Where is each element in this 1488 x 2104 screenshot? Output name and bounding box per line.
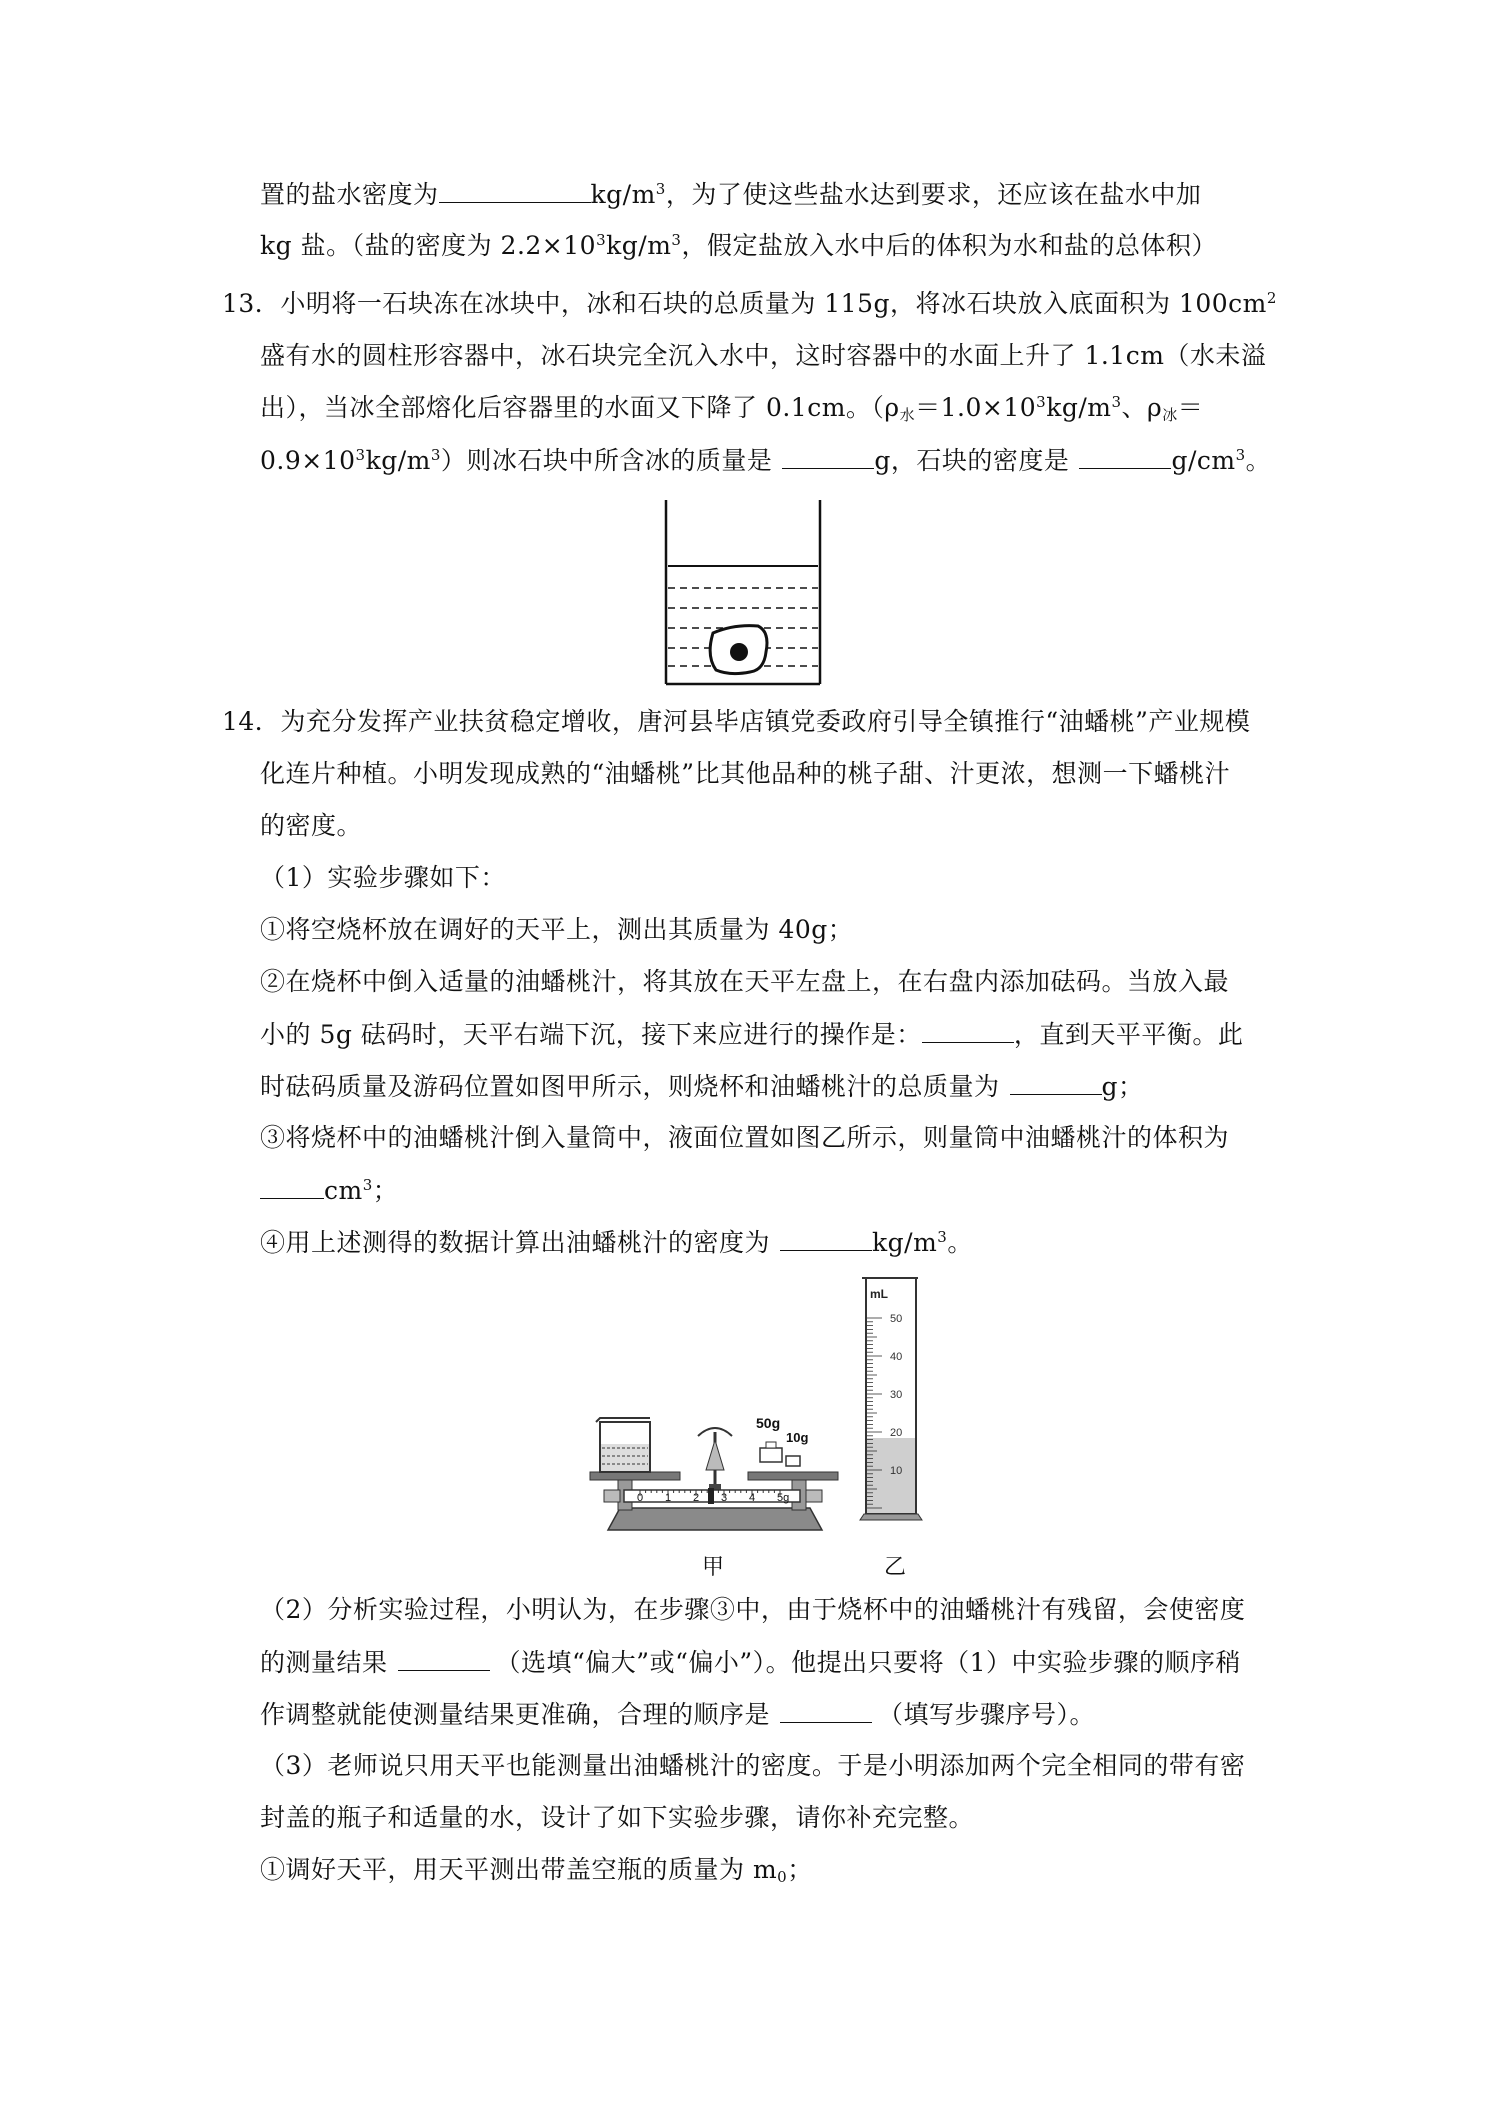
step-text: 。 [947, 1228, 973, 1257]
q14-step4 [260, 1226, 973, 1259]
step-text: ②在烧杯中倒入适量的油蟠桃汁，将其放在天平左盘上，在右盘内添加砝码。当放入最 [260, 967, 1230, 996]
q12-text: ，为了使这些盐水达到要求，还应该在盐水中加 [665, 180, 1202, 209]
figure-caption-yi: 乙 [884, 1555, 907, 1580]
q14-step2-line2 [260, 1018, 1243, 1051]
part3-text: ； [787, 1855, 813, 1884]
q13-text: g，石块的密度是 [874, 446, 1070, 475]
q14-part2-line1 [260, 1594, 1245, 1626]
superscript: 3 [671, 231, 682, 249]
step-text: ①将空烧杯放在调好的天平上，测出其质量为 40g； [260, 915, 854, 944]
step-text: ③将烧杯中的油蟠桃汁倒入量筒中，液面位置如图乙所示，则量筒中油蟠桃汁的体积为 [260, 1123, 1230, 1152]
q12-line-2 [260, 230, 1217, 262]
superscript: 3 [596, 231, 607, 249]
part-title: （1）实验步骤如下： [260, 863, 506, 892]
answer-blank[interactable] [780, 1226, 872, 1251]
q13-text: 盛有水的圆柱形容器中，冰石块完全沉入水中，这时容器中的水面上升了 1.1cm（水未溢 [260, 341, 1267, 370]
q13-line-3 [260, 392, 1203, 424]
unit-text: kg/m [365, 446, 431, 475]
q12-line-1 [260, 178, 1201, 211]
answer-blank[interactable] [1010, 1070, 1102, 1095]
measuring-cylinder-figure [858, 1272, 938, 1532]
q12-text: kg 盐。（盐的密度为 2.2×10 [260, 231, 597, 260]
cylinder-label: 20 [890, 1427, 903, 1439]
q14-text: 为充分发挥产业扶贫稳定增收，唐河县毕店镇党委政府引导全镇推行“油蟠桃”产业规模 [280, 707, 1251, 736]
superscript: 2 [1266, 289, 1277, 307]
step-text: 小的 5g 砝码时，天平右端下沉，接下来应进行的操作是： [260, 1020, 922, 1049]
figure-caption-jia: 甲 [702, 1555, 725, 1580]
part2-text: （2）分析实验过程，小明认为，在步骤③中，由于烧杯中的油蟠桃汁有残留，会使密度 [260, 1595, 1246, 1624]
part2-text: （填写步骤序号）。 [878, 1700, 1096, 1729]
step-text: ，直到天平平衡。此 [1013, 1020, 1244, 1049]
question-number: 14． [222, 707, 281, 736]
step-text: 时砝码质量及游码位置如图甲所示，则烧杯和油蟠桃汁的总质量为 [260, 1072, 1000, 1101]
q14-part1-title [260, 862, 506, 894]
q13-text: 、ρ [1121, 393, 1163, 422]
part2-text: 的测量结果 [260, 1648, 388, 1677]
q13-text: ＝ [1177, 393, 1204, 422]
q13-text: ＝1.0×10 [915, 393, 1037, 422]
unit-text: kg/m [606, 231, 672, 260]
scale-label: 0 [637, 1492, 644, 1504]
q14-text: 化连片种植。小明发现成熟的“油蟠桃”比其他品种的桃子甜、汁更浓，想测一下蟠桃汁 [260, 759, 1231, 788]
scale-label: 1 [665, 1492, 672, 1504]
superscript: 3 [355, 446, 366, 464]
unit-text: cm [324, 1176, 363, 1205]
answer-blank[interactable] [260, 1174, 324, 1199]
subscript: 0 [777, 1868, 788, 1886]
cylinder-label: 10 [890, 1465, 903, 1477]
superscript: 3 [362, 1176, 373, 1194]
q13-text: 出），当冰全部熔化后容器里的水面又下降了 0.1cm。（ρ [260, 393, 900, 422]
q14-part3-line1 [260, 1750, 1245, 1782]
q14-line-3 [260, 810, 362, 842]
answer-blank[interactable] [780, 1698, 872, 1723]
step-text: ； [372, 1176, 399, 1205]
part2-text: 作调整就能使测量结果更准确，合理的顺序是 [260, 1700, 771, 1729]
answer-blank[interactable] [922, 1018, 1014, 1043]
superscript: 3 [937, 1228, 948, 1246]
balance-figure [580, 1380, 850, 1550]
q14-part3-line2 [260, 1802, 974, 1834]
q13-text: 0.9×10 [260, 446, 356, 475]
q13-text: ）则冰石块中所含冰的质量是 [440, 446, 773, 475]
q14-step2-line1 [260, 966, 1229, 998]
q13-line-1 [222, 288, 1277, 320]
q14-step2-line3 [260, 1070, 1144, 1103]
q12-text: 置的盐水密度为 [260, 180, 439, 209]
weight-10g-label: 10g [786, 1430, 809, 1445]
superscript: 3 [1111, 393, 1122, 411]
q13-container-figure [660, 500, 830, 690]
step-text: g； [1101, 1072, 1144, 1101]
q14-part2-line2 [260, 1646, 1241, 1679]
part2-text: （选填“偏大”或“偏小”）。他提出只要将（1）中实验步骤的顺序稍 [495, 1648, 1242, 1677]
q14-part2-line3 [260, 1698, 1095, 1731]
answer-blank[interactable] [439, 178, 591, 203]
q14-step3-line2 [260, 1174, 398, 1207]
part3-text: （3）老师说只用天平也能测量出油蟠桃汁的密度。于是小明添加两个完全相同的带有密 [260, 1751, 1246, 1780]
scale-label: 3 [721, 1492, 728, 1504]
q14-step1 [260, 914, 853, 946]
q13-line-2 [260, 340, 1266, 372]
question-number: 13． [222, 289, 281, 318]
cylinder-label: 30 [890, 1389, 903, 1401]
cylinder-label: 50 [890, 1313, 903, 1325]
part3-text: ①调好天平，用天平测出带盖空瓶的质量为 m [260, 1855, 778, 1884]
cylinder-label: 40 [890, 1351, 903, 1363]
scale-label: 4 [749, 1492, 756, 1504]
q13-text: 小明将一石块冻在冰块中，冰和石块的总质量为 115g，将冰石块放入底面积为 100cm [280, 289, 1267, 318]
q13-text: 。 [1245, 446, 1272, 475]
q13-line-4 [260, 444, 1271, 477]
unit-text: kg/m [590, 180, 656, 209]
unit-text: kg/m [1046, 393, 1112, 422]
superscript: 3 [1036, 393, 1047, 411]
superscript: 3 [1235, 446, 1246, 464]
superscript: 3 [655, 180, 666, 198]
q14-step3-line1 [260, 1122, 1229, 1154]
scale-label: 2 [693, 1492, 700, 1504]
answer-blank[interactable] [1079, 444, 1171, 469]
subscript: 水 [899, 406, 916, 424]
subscript: 冰 [1162, 406, 1178, 424]
q14-line-1 [222, 706, 1250, 738]
q12-text: ，假定盐放入水中后的体积为水和盐的总体积） [681, 231, 1217, 260]
scale-label: 5g [777, 1492, 790, 1504]
superscript: 3 [430, 446, 441, 464]
step-text: ④用上述测得的数据计算出油蟠桃汁的密度为 [260, 1228, 771, 1257]
answer-blank[interactable] [782, 444, 874, 469]
q14-part3-step1 [260, 1854, 813, 1886]
q14-line-2 [260, 758, 1230, 790]
unit-text: kg/m [872, 1228, 938, 1257]
answer-blank[interactable] [398, 1646, 490, 1671]
weight-50g-label: 50g [756, 1415, 781, 1431]
part3-text: 封盖的瓶子和适量的水，设计了如下实验步骤，请你补充完整。 [260, 1803, 975, 1832]
cylinder-unit-label: mL [870, 1287, 888, 1301]
q14-text: 的密度。 [260, 811, 363, 840]
unit-text: g/cm [1171, 446, 1236, 475]
